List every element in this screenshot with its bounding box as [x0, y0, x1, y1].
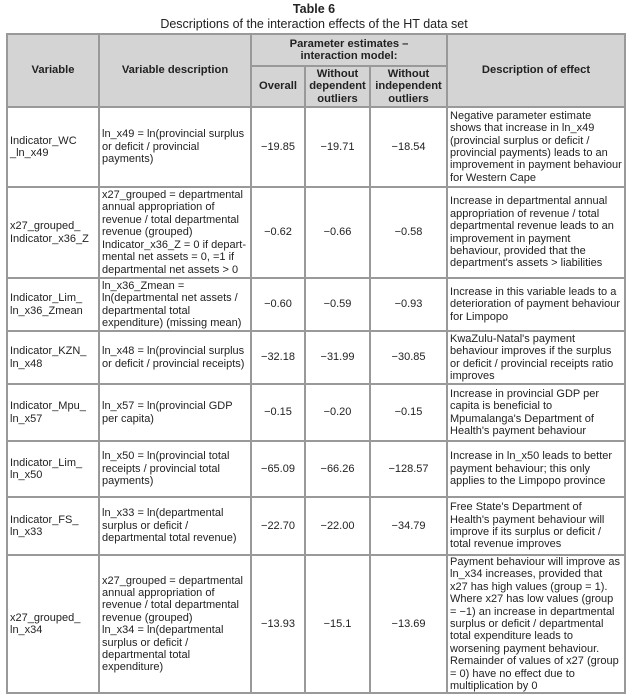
overall-estimate-cell: −22.70: [251, 497, 305, 555]
header-description-of-effect: Description of effect: [447, 34, 625, 107]
table-caption: Descriptions of the interaction effects of the HT data set: [160, 17, 468, 31]
variable-cell: Indicator_FS_ ln_x33: [7, 497, 99, 555]
table-row: [7, 497, 625, 555]
variable-cell: Indicator_KZN_ ln_x48: [7, 331, 99, 384]
table-row: [7, 441, 625, 497]
variable-cell: Indicator_Lim_ ln_x50: [7, 441, 99, 497]
overall-estimate-cell: −0.60: [251, 278, 305, 331]
without-dependent-outliers-cell: −19.71: [305, 107, 370, 187]
interaction-effects-table: [6, 33, 626, 694]
description-of-effect-cell: Increase in ln_x50 leads to better payment behaviour; this only applies to the Limpopo province: [447, 441, 625, 497]
header-variable-description: Variable description: [99, 34, 251, 107]
without-dependent-outliers-cell: −0.20: [305, 384, 370, 441]
table-row: [7, 107, 625, 187]
variable-description-cell: ln_x36_Zmean = ln(departmental net assets / departmental total expenditure) (missing mean): [99, 278, 251, 331]
description-of-effect-cell: KwaZulu-Natal's payment behaviour improves if the surplus or deficit / provincial receipts ratio improves: [447, 331, 625, 384]
overall-estimate-cell: −19.85: [251, 107, 305, 187]
overall-estimate-cell: −0.15: [251, 384, 305, 441]
overall-estimate-cell: −32.18: [251, 331, 305, 384]
table-row: [7, 384, 625, 441]
variable-description-cell: ln_x50 = ln(provincial total receipts / provincial total payments): [99, 441, 251, 497]
overall-estimate-cell: −0.62: [251, 187, 305, 278]
variable-cell: x27_grouped_ ln_x34: [7, 555, 99, 693]
without-independent-outliers-cell: −18.54: [370, 107, 447, 187]
overall-estimate-cell: −65.09: [251, 441, 305, 497]
variable-description-cell: ln_x48 = ln(provincial surplus or deficit / provincial receipts): [99, 331, 251, 384]
description-of-effect-cell: Payment behaviour will improve as ln_x34 increases, provided that x27 has high values (group = 1). Where x27 has low values (group = −1) an increase in departmental surplus or deficit / departmental total expenditure leads to worsening payment behaviour. Remainder of values of x27 (group = 0) have no effect due to multiplication by 0: [447, 555, 625, 693]
variable-description-cell: ln_x33 = ln(departmental surplus or deficit / departmental total revenue): [99, 497, 251, 555]
table-title: Table 6: [292, 2, 336, 16]
table-row: [7, 187, 625, 278]
description-of-effect-cell: Negative parameter estimate shows that increase in ln_x49 (provincial surplus or deficit / provincial payments) leads to an improvement in payment behaviour for Western Cape: [447, 107, 625, 187]
overall-estimate-cell: −13.93: [251, 555, 305, 693]
without-independent-outliers-cell: −0.58: [370, 187, 447, 278]
header-variable: Variable: [7, 34, 99, 107]
description-of-effect-cell: Increase in departmental annual appropriation of revenue / total departmental revenue leads to an improvement in payment behaviour, provided that the department's assets > liabilities: [447, 187, 625, 278]
header-parameter-estimates: Parameter estimates – interaction model:: [251, 34, 447, 66]
variable-description-cell: ln_x49 = ln(provincial surplus or deficit / provincial payments): [99, 107, 251, 187]
without-dependent-outliers-cell: −15.1: [305, 555, 370, 693]
header-without-dependent-outliers: Without dependent outliers: [305, 66, 370, 107]
table-row: [7, 555, 625, 693]
description-of-effect-cell: Free State's Department of Health's payment behaviour will improve if its surplus or deficit / total revenue improves: [447, 497, 625, 555]
header-without-independent-outliers: Without independent outliers: [370, 66, 447, 107]
without-dependent-outliers-cell: −0.66: [305, 187, 370, 278]
without-dependent-outliers-cell: −66.26: [305, 441, 370, 497]
without-independent-outliers-cell: −13.69: [370, 555, 447, 693]
without-independent-outliers-cell: −0.93: [370, 278, 447, 331]
variable-cell: x27_grouped_ Indicator_x36_Z: [7, 187, 99, 278]
without-independent-outliers-cell: −30.85: [370, 331, 447, 384]
without-independent-outliers-cell: −128.57: [370, 441, 447, 497]
without-dependent-outliers-cell: −22.00: [305, 497, 370, 555]
variable-cell: Indicator_Lim_ ln_x36_Zmean: [7, 278, 99, 331]
without-dependent-outliers-cell: −0.59: [305, 278, 370, 331]
table-row: [7, 278, 625, 331]
without-independent-outliers-cell: −34.79: [370, 497, 447, 555]
variable-description-cell: x27_grouped = departmental annual appropriation of revenue / total departmental revenue (grouped) ln_x34 = ln(departmental surplus or deficit / departmental total expenditure): [99, 555, 251, 693]
without-independent-outliers-cell: −0.15: [370, 384, 447, 441]
header-overall: Overall: [251, 66, 305, 107]
variable-description-cell: x27_grouped = departmental annual appropriation of revenue / total departmental revenue (grouped) Indicator_x36_Z = 0 if depart- mental net assets = 0, =1 if departmental net assets > 0: [99, 187, 251, 278]
table-row: [7, 331, 625, 384]
variable-cell: Indicator_Mpu_ ln_x57: [7, 384, 99, 441]
without-dependent-outliers-cell: −31.99: [305, 331, 370, 384]
description-of-effect-cell: Increase in this variable leads to a deterioration of payment behaviour for Limpopo: [447, 278, 625, 331]
description-of-effect-cell: Increase in provincial GDP per capita is beneficial to Mpumalanga's Department of Health's payment behaviour: [447, 384, 625, 441]
variable-cell: Indicator_WC _ln_x49: [7, 107, 99, 187]
variable-description-cell: ln_x57 = ln(provincial GDP per capita): [99, 384, 251, 441]
